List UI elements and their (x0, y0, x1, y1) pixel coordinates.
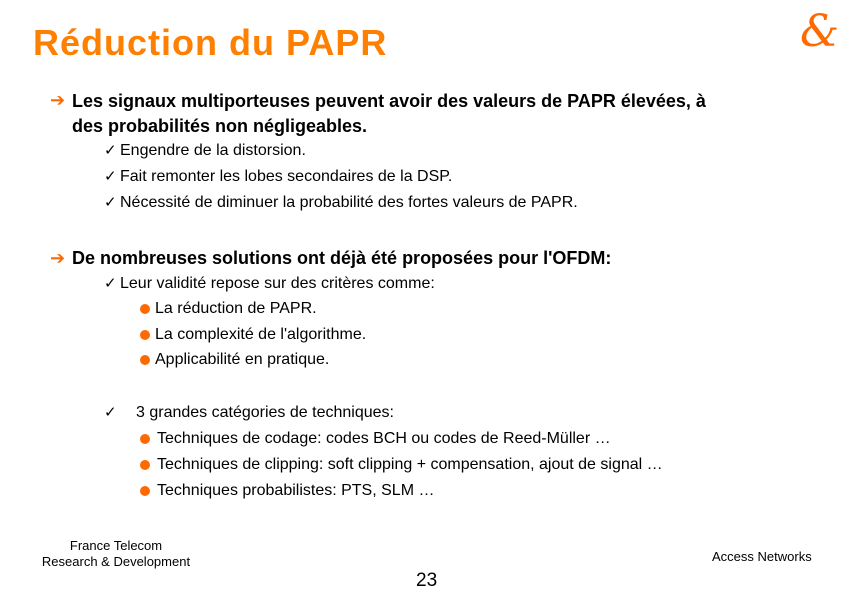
orange-dot-icon (140, 304, 150, 314)
check-icon: ✓ (104, 194, 117, 211)
orange-dot-icon (140, 434, 150, 444)
orange-dot-icon (140, 330, 150, 340)
dot-item: Techniques probabilistes: PTS, SLM … (157, 482, 435, 499)
check-item: 3 grandes catégories de techniques: (136, 404, 394, 421)
bullet-l1-line2: des probabilités non négligeables. (72, 116, 368, 136)
check-item: Fait remonter les lobes secondaires de la DSP. (120, 168, 453, 185)
check-icon: ✓ (104, 142, 117, 159)
footer-org-line2: Research & Development (41, 554, 191, 569)
arrow-bullet-icon: ➔ (50, 90, 66, 110)
check-icon: ✓ (104, 404, 117, 421)
check-icon: ✓ (104, 168, 117, 185)
ampersand-logo: & (800, 6, 840, 57)
orange-dot-icon (140, 460, 150, 470)
check-item: Nécessité de diminuer la probabilité des fortes valeurs de PAPR. (120, 194, 578, 211)
arrow-bullet-icon: ➔ (50, 248, 66, 268)
check-item: Leur validité repose sur des critères comme: (120, 275, 435, 292)
dot-item: Techniques de clipping: soft clipping + compensation, ajout de signal … (157, 456, 663, 473)
footer-right-label: Access Networks (712, 549, 812, 564)
dot-item: Techniques de codage: codes BCH ou codes de Reed-Müller … (157, 430, 611, 447)
orange-dot-icon (140, 355, 150, 365)
dot-item: La réduction de PAPR. (155, 300, 317, 317)
page-number: 23 (416, 570, 438, 591)
orange-dot-icon (140, 486, 150, 496)
bullet-l1-line3: De nombreuses solutions ont déjà été proposées pour l'OFDM: (72, 248, 612, 268)
slide-title: Réduction du PAPR (33, 22, 388, 63)
bullet-l1-line1: Les signaux multiporteuses peuvent avoir des valeurs de PAPR élevées, à (72, 91, 706, 111)
footer-org-line1: France Telecom (69, 538, 163, 553)
dot-item: Applicabilité en pratique. (155, 351, 330, 368)
check-icon: ✓ (104, 275, 117, 292)
footer-org (30, 538, 202, 570)
dot-item: La complexité de l'algorithme. (155, 326, 367, 343)
check-item: Engendre de la distorsion. (120, 142, 306, 159)
